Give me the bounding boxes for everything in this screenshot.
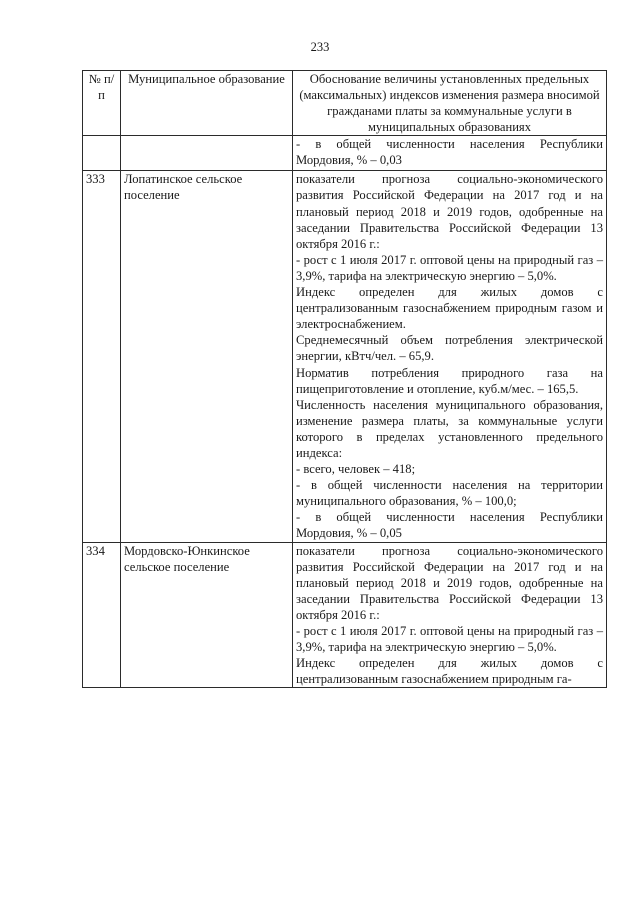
header-justification: Обоснование величины установленных предельных (максимальных) индексов изменения размера вносимой гражданами платы за коммунальные услуги в муниципальных образованиях xyxy=(293,71,607,136)
row-municipality-cell: Мордовско-Юнкинское сельское поселение xyxy=(121,542,293,688)
table-row xyxy=(83,542,607,688)
row-justification-cell xyxy=(293,136,607,171)
justification-line: показатели прогноза социально-экономического развития Российской Федерации на 2017 год и на плановый период 2018 и 2019 годов, одобренные на заседании Правительства Российской Федерации 13 октября 2016 г.: xyxy=(296,172,603,251)
page-number: 233 xyxy=(310,40,330,54)
justification-line: - в общей численности населения на территории муниципального образования, % – 100,0; xyxy=(296,478,603,509)
justification-line: Норматив потребления природного газа на пищеприготовление и отопление, куб.м/мес. – 165,5. xyxy=(296,365,603,396)
row-num-cell: 334 xyxy=(83,542,121,688)
justification-line: - всего, человек – 418; xyxy=(296,462,416,477)
justification-line: - в общей численности населения Республики Мордовия, % – 0,05 xyxy=(296,510,603,541)
row-num-cell: 333 xyxy=(83,171,121,542)
justification-line: Среднемесячный объем потребления электрической энергии, кВтч/чел. – 65,9. xyxy=(296,333,603,364)
justification-line: Индекс определен для жилых домов с централизованным газоснабжением природным газом и электроснабжением. xyxy=(296,285,603,332)
row-num-cell xyxy=(83,136,121,171)
justification-line: - рост с 1 июля 2017 г. оптовой цены на природный газ – 3,9%, тарифа на электрическую энергию – 5,0%. xyxy=(296,252,603,283)
justification-line: - рост с 1 июля 2017 г. оптовой цены на природный газ – 3,9%, тарифа на электрическую энергию – 5,0%. xyxy=(296,624,603,655)
tariff-index-table xyxy=(82,70,607,688)
header-num: № п/п xyxy=(83,71,121,136)
table-row-continuation xyxy=(83,136,607,171)
row-justification-cell xyxy=(293,542,607,688)
row-municipality-cell: Лопатинское сельское поселение xyxy=(121,171,293,542)
table-header-row xyxy=(83,71,607,136)
justification-line: Индекс определен для жилых домов с централизованным газоснабжением природным га- xyxy=(296,656,603,687)
row-municipality-cell xyxy=(121,136,293,171)
justification-line: показатели прогноза социально-экономического развития Российской Федерации на 2017 год и на плановый период 2018 и 2019 годов, одобренные на заседании Правительства Российской Федерации 13 октября 2016 г.: xyxy=(296,543,603,622)
header-municipality: Муниципальное образование xyxy=(121,71,293,136)
justification-line: Численность населения муниципального образования, изменение размера платы, за коммунальные услуги которого в пределах установленного предельного индекса: xyxy=(296,397,603,460)
justification-line: - в общей численности населения Республики Мордовия, % – 0,03 xyxy=(296,137,603,168)
row-justification-cell xyxy=(293,171,607,542)
table-row xyxy=(83,171,607,542)
